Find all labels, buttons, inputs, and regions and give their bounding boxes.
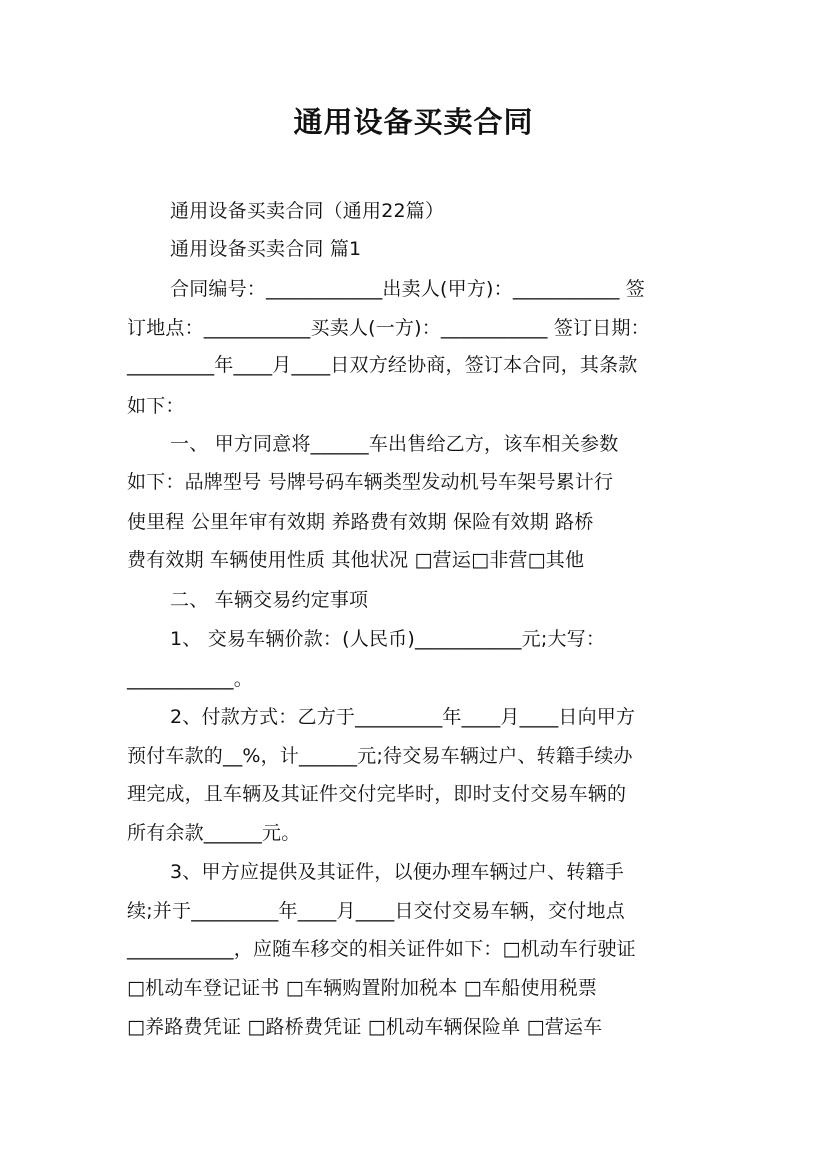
body-line: 费有效期 车辆使用性质 其他状况 □营运□非营□其他: [127, 549, 585, 571]
body-line: □机动车登记证书 □车辆购置附加税本 □车船使用税票: [127, 977, 598, 999]
body-line: 一、 甲方同意将______车出售给乙方，该车相关参数: [170, 433, 619, 455]
document-title: 通用设备买卖合同: [293, 105, 534, 139]
body-line: 理完成，且车辆及其证件交付完毕时，即时支付交易车辆的: [127, 783, 627, 805]
body-line: 1、 交易车辆价款：(人民币)___________元;大写：: [170, 628, 606, 650]
body-line: 所有余款______元。: [127, 822, 301, 844]
body-line: _________年____月____日双方经协商，签订本合同，其条款: [127, 354, 638, 376]
body-line: 订地点：___________买卖人(一方)：___________ 签订日期：: [127, 317, 650, 339]
body-line: 续;并于_________年____月____日交付交易车辆，交付地点: [127, 900, 625, 922]
body-line: □养路费凭证 □路桥费凭证 □机动车辆保险单 □营运车: [127, 1016, 603, 1038]
body-line: 如下：品牌型号 号牌号码车辆类型发动机号车架号累计行: [127, 471, 614, 493]
body-line: ___________。: [127, 668, 253, 690]
body-line: 预付车款的__%，计______元;待交易车辆过户、转籍手续办: [127, 745, 633, 767]
body-line: 通用设备买卖合同（通用22篇）: [170, 200, 445, 222]
body-line: ___________，应随车移交的相关证件如下：□机动车行驶证: [127, 938, 636, 960]
body-line: 二、 车辆交易约定事项: [170, 589, 369, 611]
body-line: 2、付款方式：乙方于_________年____月____日向甲方: [170, 706, 636, 728]
body-line: 合同编号：____________出卖人(甲方)：___________ 签: [170, 278, 645, 300]
body-line: 3、甲方应提供及其证件，以便办理车辆过户、转籍手: [170, 861, 624, 883]
body-line: 通用设备买卖合同 篇1: [170, 238, 362, 260]
body-line: 如下：: [127, 395, 185, 417]
body-line: 使里程 公里年审有效期 养路费有效期 保险有效期 路桥: [127, 511, 594, 533]
